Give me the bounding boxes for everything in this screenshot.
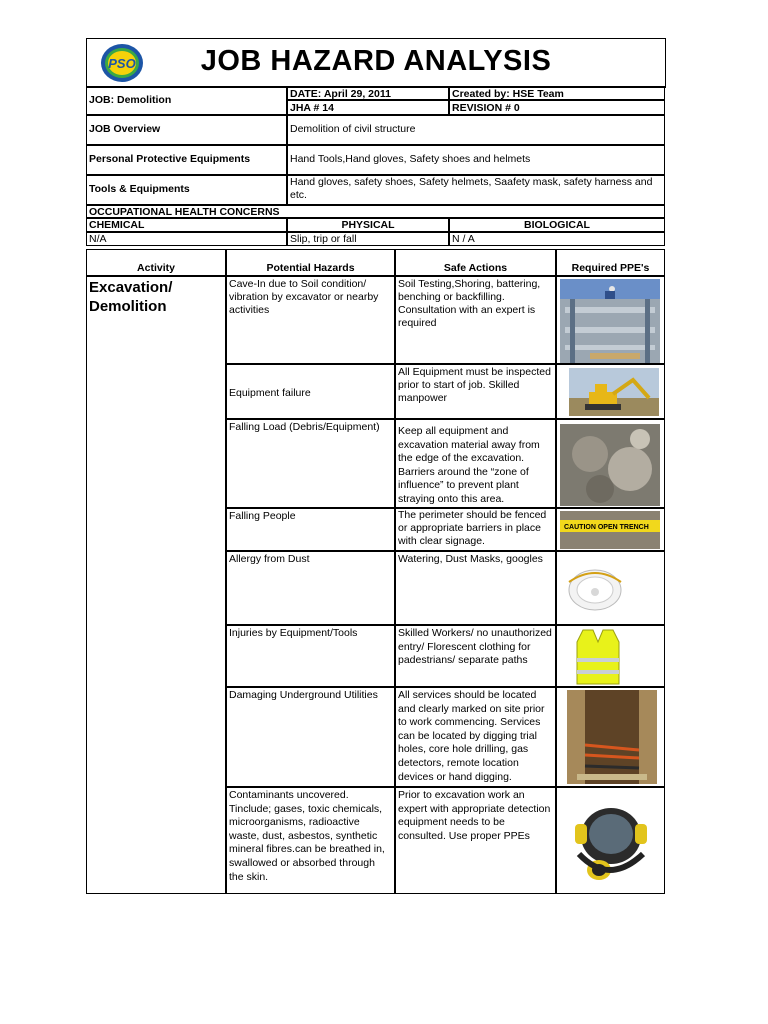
header <box>86 38 666 88</box>
header-safe-actions: Safe Actions <box>395 249 556 276</box>
chemical-value: N/A <box>86 232 287 246</box>
ppe-image-cell <box>556 687 665 787</box>
hazard-cell: Cave-In due to Soil condition/ vibration by excavator or nearby activities <box>226 276 395 364</box>
hazard-cell: Falling Load (Debris/Equipment) <box>226 419 395 508</box>
shoring-trench-photo <box>560 279 660 363</box>
ppe-image-cell <box>556 364 665 419</box>
job-label: JOB: Demolition <box>86 86 287 115</box>
revision: REVISION # 0 <box>449 100 665 115</box>
excavator-photo <box>569 368 659 416</box>
tools-label: Tools & Equipments <box>86 175 287 205</box>
hazard-cell: Allergy from Dust <box>226 551 395 625</box>
action-text: Keep all equipment and excavation material away from the edge of the excavation. Barriers around the “zone of influence” to prevent plant straying onto this area. <box>398 425 540 505</box>
date: DATE: April 29, 2011 <box>287 86 449 100</box>
chemical-label: CHEMICAL <box>86 218 287 232</box>
action-cell: All Equipment must be inspected prior to start of job. Skilled manpower <box>395 364 556 419</box>
action-cell <box>395 625 556 687</box>
ppe-image-cell <box>556 276 665 364</box>
action-cell <box>395 787 556 894</box>
ohc-heading: OCCUPATIONAL HEALTH CONCERNS <box>86 205 665 218</box>
ppe-value: Hand Tools,Hand gloves, Safety shoes and helmets <box>287 145 665 175</box>
action-cell: Soil Testing,Shoring, battering, benching or backfilling. Consultation with an expert is required <box>395 276 556 364</box>
ppe-image-cell <box>556 508 665 551</box>
jha-number: JHA # 14 <box>287 100 449 115</box>
underground-cables-photo <box>567 690 657 784</box>
action-cell <box>395 687 556 787</box>
action-text: Prior to excavation work an expert with appropriate detection equipment needs to be consulted. Use proper PPEs <box>398 789 551 842</box>
hazard-cell <box>226 787 395 894</box>
physical-value: Slip, trip or fall <box>287 232 449 246</box>
hazard-cell <box>226 364 395 419</box>
hi-vis-vest-photo <box>573 628 623 686</box>
caution-tape-photo <box>560 511 660 549</box>
respirator-mask-photo <box>569 802 659 888</box>
header-activity: Activity <box>86 249 226 276</box>
ppe-image-cell <box>556 419 665 508</box>
overview-value: Demolition of civil structure <box>287 115 665 145</box>
tools-value: Hand gloves, safety shoes, Safety helmets, Saafety mask, safety harness and etc. <box>287 175 665 205</box>
page-title: JOB HAZARD ANALYSIS <box>200 45 552 77</box>
created-by: Created by: HSE Team <box>449 86 665 100</box>
header-ppe: Required PPE's <box>556 249 665 276</box>
ppe-image-cell <box>556 625 665 687</box>
hazard-cell: Injuries by Equipment/Tools <box>226 625 395 687</box>
dust-mask-photo <box>565 562 625 612</box>
caution-tape-text: CAUTION OPEN TRENCH <box>564 524 649 531</box>
header-hazards: Potential Hazards <box>226 249 395 276</box>
action-cell: The perimeter should be fenced or appropriate barriers in place with clear signage. <box>395 508 556 551</box>
biological-label: BIOLOGICAL <box>449 218 665 232</box>
hazard-cell: Falling People <box>226 508 395 551</box>
ppe-image-cell <box>556 551 665 625</box>
physical-label: PHYSICAL <box>287 218 449 232</box>
debris-photo <box>560 424 660 506</box>
logo-text: PSO <box>108 56 136 71</box>
action-text: Skilled Workers/ no unauthorized entry/ Florescent clothing for padestrians/ separate paths <box>398 627 552 667</box>
action-text: All services should be located and clearly marked on site prior to work commencing. Services can be located by digging trial holes, core hole drilling, gas detectors, remote location devices or hand digging. <box>398 689 545 783</box>
activity-cell <box>86 276 226 894</box>
hazard-text: Equipment failure <box>229 387 311 399</box>
hazard-text: Contaminants uncovered. Tinclude; gases, toxic chemicals, microorganisms, radioactive waste, dust, asbestos, synthetic mineral fibres.can be breathed in, swallowed or absorbed through the skin. <box>229 789 385 883</box>
ppe-image-cell <box>556 787 665 894</box>
hazard-cell: Damaging Underground Utilities <box>226 687 395 787</box>
overview-label: JOB Overview <box>86 115 287 145</box>
action-cell <box>395 419 556 508</box>
action-cell: Watering, Dust Masks, googles <box>395 551 556 625</box>
activity-text: Excavation/ Demolition <box>89 279 173 315</box>
biological-value: N / A <box>449 232 665 246</box>
ppe-label: Personal Protective Equipments <box>86 145 287 175</box>
